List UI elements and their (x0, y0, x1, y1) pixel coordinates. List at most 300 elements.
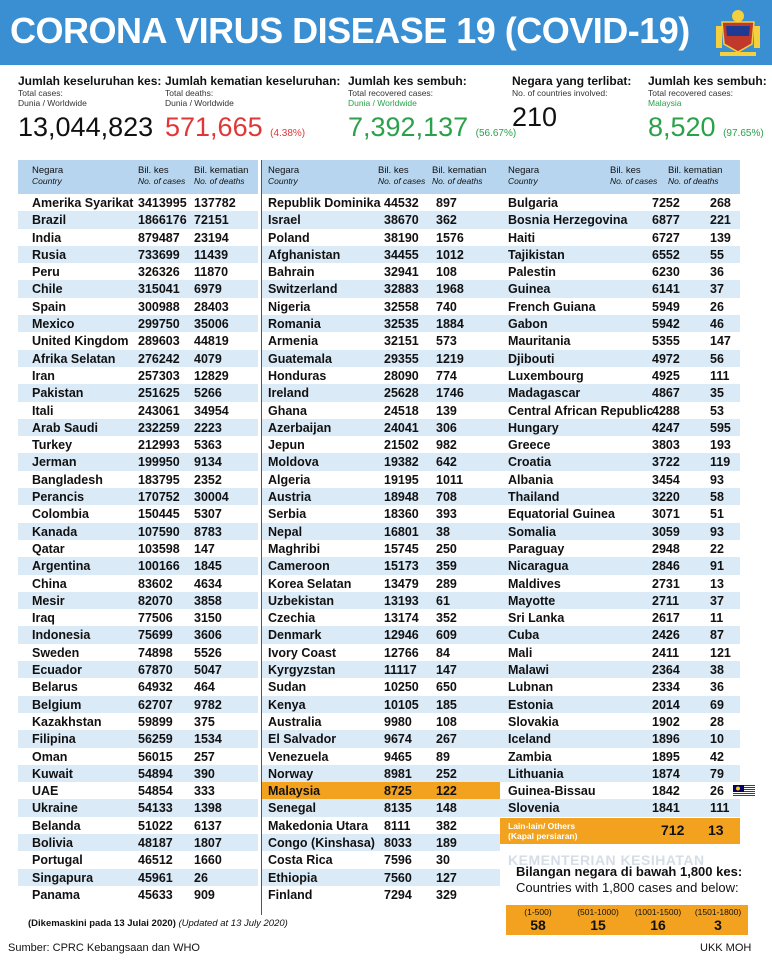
table-row (18, 298, 258, 315)
cell-deaths: 708 (436, 490, 457, 505)
cell-cases: 2948 (652, 541, 680, 556)
cell-name: Honduras (268, 368, 327, 383)
cell-deaths: 22 (710, 541, 724, 556)
cell-deaths: 382 (436, 818, 457, 833)
cell-deaths: 3606 (194, 628, 222, 643)
cell-cases: 3454 (652, 472, 680, 487)
country-column-1 (18, 194, 258, 903)
cell-cases: 2364 (652, 663, 680, 678)
table-row (18, 817, 258, 834)
table-row (18, 834, 258, 851)
cell-name: Poland (268, 230, 310, 245)
cell-name: Tajikistan (508, 247, 565, 262)
table-row (18, 471, 258, 488)
table-row (262, 851, 500, 868)
cell-cases: 100166 (138, 559, 180, 574)
cell-name: Guatemala (268, 351, 332, 366)
table-row (262, 436, 500, 453)
cell-cases: 32151 (384, 334, 419, 349)
cell-name: French Guiana (508, 299, 596, 314)
cell-name: Palestin (508, 265, 556, 280)
cell-name: Gabon (508, 317, 548, 332)
table-row (18, 194, 258, 211)
cell-cases: 32941 (384, 265, 419, 280)
cell-cases: 289603 (138, 334, 180, 349)
cell-cases: 251625 (138, 386, 180, 401)
cell-name: Guinea-Bissau (508, 784, 596, 799)
cell-deaths: 26 (710, 299, 724, 314)
table-row (262, 592, 500, 609)
cell-cases: 11117 (384, 663, 417, 678)
cell-deaths: 909 (194, 887, 215, 902)
summary-stats (0, 74, 772, 154)
cell-name: Iceland (508, 732, 552, 747)
table-row (500, 505, 740, 522)
table-row (500, 748, 740, 765)
cell-cases: 51022 (138, 818, 173, 833)
cell-cases: 2334 (652, 680, 680, 695)
table-row (500, 246, 740, 263)
cell-name: El Salvador (268, 732, 337, 747)
cell-name: Sri Lanka (508, 611, 565, 626)
table-row (18, 505, 258, 522)
cell-name: Colombia (32, 507, 89, 522)
table-row (262, 817, 500, 834)
cell-name: Kazakhstan (32, 714, 102, 729)
cell-deaths: 185 (436, 697, 457, 712)
cell-cases: 150445 (138, 507, 180, 522)
table-row (500, 626, 740, 643)
cell-cases: 1842 (652, 784, 680, 799)
cell-name: Thailand (508, 490, 560, 505)
cell-cases: 1866176 (138, 213, 187, 228)
title-banner (0, 0, 772, 65)
table-row (262, 315, 500, 332)
cell-deaths: 250 (436, 541, 457, 556)
cell-cases: 107590 (138, 524, 180, 539)
stat-recovered-malaysia: Jumlah kes sembuh: Total recovered cases: Malaysia 8,520 (97.65%) (648, 74, 767, 142)
cell-cases: 5355 (652, 334, 680, 349)
cell-name: Greece (508, 438, 551, 453)
cell-name: Senegal (268, 801, 316, 816)
table-row (262, 453, 500, 470)
cell-cases: 3059 (652, 524, 680, 539)
cell-name: Kenya (268, 697, 306, 712)
cell-name: Ghana (268, 403, 307, 418)
cell-name: Mali (508, 645, 533, 660)
table-row (262, 523, 500, 540)
cell-name: Belanda (32, 818, 81, 833)
cell-cases: 38670 (384, 213, 419, 228)
cell-deaths: 119 (710, 455, 731, 470)
ministry-watermark: KEMENTERIAN KESIHATAN (508, 852, 705, 868)
cell-name: Singapura (32, 870, 94, 885)
table-row (500, 211, 740, 228)
cell-cases: 4288 (652, 403, 680, 418)
cell-cases: 3722 (652, 455, 680, 470)
table-row (18, 730, 258, 747)
cell-name: Ireland (268, 386, 309, 401)
cell-cases: 28090 (384, 368, 419, 383)
cell-cases: 46512 (138, 853, 173, 868)
table-row (262, 713, 500, 730)
cell-name: Perancis (32, 490, 85, 505)
cell-name: Portugal (32, 853, 83, 868)
cell-deaths: 37 (710, 282, 724, 297)
cell-cases: 25628 (384, 386, 419, 401)
table-row (262, 505, 500, 522)
cell-name: Equatorial Guinea (508, 507, 615, 522)
cell-name: Amerika Syarikat (32, 196, 134, 210)
cell-cases: 13479 (384, 576, 419, 591)
cell-name: Serbia (268, 507, 307, 522)
cell-cases: 315041 (138, 282, 180, 297)
cell-name: Albania (508, 472, 554, 487)
table-row (18, 488, 258, 505)
stat-total-deaths: Jumlah kematian keseluruhan: Total deaths: Dunia / Worldwide 571,665 (4.38%) (165, 74, 341, 142)
cell-name: Arab Saudi (32, 420, 98, 435)
cell-cases: 212993 (138, 438, 180, 453)
cell-cases: 82070 (138, 593, 173, 608)
cell-deaths: 148 (436, 801, 457, 816)
cell-name: Croatia (508, 455, 552, 470)
cell-deaths: 30004 (194, 490, 229, 505)
table-row (18, 436, 258, 453)
cell-deaths: 91 (710, 559, 724, 574)
cell-name: Zambia (508, 749, 552, 764)
cell-deaths: 1011 (436, 472, 464, 487)
cell-cases: 13174 (384, 611, 419, 626)
cell-name: Djibouti (508, 351, 555, 366)
cell-name: Algeria (268, 472, 311, 487)
page-title: CORONA VIRUS DISEASE 19 (COVID-19) (10, 10, 690, 51)
table-row (500, 298, 740, 315)
cell-cases: 32558 (384, 299, 419, 314)
table-row (18, 246, 258, 263)
cell-name: Iraq (32, 611, 55, 626)
table-row (18, 523, 258, 540)
cell-name: Sweden (32, 645, 80, 660)
table-row (500, 419, 740, 436)
cell-deaths: 139 (710, 230, 731, 245)
cell-cases: 15173 (384, 559, 419, 574)
cell-deaths: 28 (710, 714, 724, 729)
cell-name: Australia (268, 714, 322, 729)
table-row (500, 229, 740, 246)
table-row (18, 869, 258, 886)
table-row (500, 592, 740, 609)
cell-cases: 4972 (652, 351, 680, 366)
source-note: Sumber: CPRC Kebangsaan dan WHO (8, 942, 200, 954)
cell-name: Panama (32, 887, 80, 902)
cell-cases: 6877 (652, 213, 680, 228)
bin: (501-1000) 15 (577, 907, 619, 933)
table-row (262, 575, 500, 592)
cell-name: Sudan (268, 680, 307, 695)
table-row (500, 678, 740, 695)
table-row (500, 696, 740, 713)
stat-value: 13,044,823 (18, 112, 154, 142)
bin: (1-500) 58 (524, 907, 552, 933)
table-row (18, 350, 258, 367)
cell-cases: 12946 (384, 628, 419, 643)
cell-cases: 257303 (138, 368, 180, 383)
table-row (500, 765, 740, 782)
cell-cases: 299750 (138, 317, 180, 332)
cell-cases: 13193 (384, 593, 419, 608)
cell-name: Mesir (32, 593, 65, 608)
table-row (500, 609, 740, 626)
cell-deaths: 390 (194, 766, 215, 781)
cell-name: Hungary (508, 420, 559, 435)
cell-deaths: 393 (436, 507, 457, 522)
cell-name: Cameroon (268, 559, 330, 574)
table-row (18, 453, 258, 470)
table-row (18, 575, 258, 592)
country-column-3 (500, 194, 740, 817)
cell-deaths: 10 (710, 732, 724, 747)
table-row (500, 315, 740, 332)
table-row (500, 799, 740, 816)
cell-name: Costa Rica (268, 853, 333, 868)
table-row (262, 869, 500, 886)
cell-name: China (32, 576, 67, 591)
cell-deaths: 84 (436, 645, 450, 660)
cell-name: Mauritania (508, 334, 571, 349)
cell-deaths: 1012 (436, 247, 464, 262)
cell-name: Argentina (32, 559, 91, 574)
table-row (500, 661, 740, 678)
cell-deaths: 93 (710, 472, 724, 487)
table-row (18, 851, 258, 868)
table-row (18, 402, 258, 419)
cell-name: Madagascar (508, 386, 581, 401)
cell-cases: 733699 (138, 247, 180, 262)
table-row (500, 402, 740, 419)
cell-cases: 48187 (138, 835, 173, 850)
cell-deaths: 982 (436, 438, 457, 453)
cell-name: Bulgaria (508, 196, 559, 210)
cell-deaths: 72151 (194, 213, 229, 228)
cell-cases: 2711 (652, 593, 680, 608)
cell-deaths: 11 (710, 611, 724, 626)
cell-cases: 77506 (138, 611, 173, 626)
cell-deaths: 89 (436, 749, 450, 764)
table-row (262, 194, 500, 211)
cell-cases: 59899 (138, 714, 173, 729)
cell-deaths: 147 (436, 663, 457, 678)
cell-deaths: 1746 (436, 386, 464, 401)
cell-deaths: 23194 (194, 230, 229, 245)
cell-deaths: 6979 (194, 282, 222, 297)
cell-deaths: 268 (710, 196, 731, 210)
cell-deaths: 897 (436, 196, 457, 210)
cell-name: Korea Selatan (268, 576, 352, 591)
cell-cases: 300988 (138, 299, 180, 314)
cell-cases: 243061 (138, 403, 180, 418)
cell-cases: 83602 (138, 576, 173, 591)
table-row-malaysia (262, 782, 500, 799)
cell-deaths: 37 (710, 593, 724, 608)
under-threshold-subtitle: Countries with 1,800 cases and below: (516, 880, 739, 895)
cell-cases: 2617 (652, 611, 680, 626)
cell-name: Bahrain (268, 265, 315, 280)
table-row (262, 488, 500, 505)
table-row (262, 229, 500, 246)
cell-cases: 64932 (138, 680, 173, 695)
cell-name: Finland (268, 887, 313, 902)
table-row (18, 367, 258, 384)
updated-note: (Dikemaskini pada 13 Julai 2020) (Updated at 13 July 2020) (28, 918, 288, 929)
table-row (18, 419, 258, 436)
table-row (18, 540, 258, 557)
cell-name: Rusia (32, 247, 67, 262)
cell-name: Venezuela (268, 749, 329, 764)
cell-cases: 2014 (652, 697, 680, 712)
cell-deaths: 1534 (194, 732, 222, 747)
cell-deaths: 36 (710, 265, 724, 280)
cell-cases: 6230 (652, 265, 680, 280)
cell-cases: 8111 (384, 818, 411, 833)
table-row (262, 402, 500, 419)
cell-name: Ivory Coast (268, 645, 337, 660)
cell-cases: 8725 (384, 784, 412, 799)
table-row (262, 748, 500, 765)
cell-name: Central African Republic (508, 403, 654, 418)
cell-deaths: 6137 (194, 818, 222, 833)
cell-cases: 10105 (384, 697, 419, 712)
cell-deaths: 5266 (194, 386, 222, 401)
cell-cases: 6727 (652, 230, 680, 245)
cell-deaths: 12829 (194, 368, 229, 383)
cell-name: India (32, 230, 62, 245)
cell-name: Nepal (268, 524, 303, 539)
cell-cases: 54894 (138, 766, 173, 781)
cell-cases: 24041 (384, 420, 419, 435)
table-header-1: Negara Country Bil. kes No. of cases Bil. kematian No. of deaths (18, 160, 258, 194)
table-row (262, 730, 500, 747)
table-row (18, 315, 258, 332)
cell-deaths: 1845 (194, 559, 222, 574)
table-row (262, 367, 500, 384)
cell-deaths: 9134 (194, 455, 222, 470)
cell-deaths: 35006 (194, 317, 229, 332)
cell-name: Kyrgyzstan (268, 663, 336, 678)
cell-name: Denmark (268, 628, 322, 643)
cell-cases: 6552 (652, 247, 680, 262)
cell-deaths: 1660 (194, 853, 222, 868)
cell-name: Peru (32, 265, 60, 280)
cell-name: Pakistan (32, 386, 84, 401)
cell-deaths: 5526 (194, 645, 222, 660)
cell-cases: 2411 (652, 645, 680, 660)
cell-cases: 5949 (652, 299, 680, 314)
cell-deaths: 289 (436, 576, 457, 591)
cell-name: Ecuador (32, 663, 83, 678)
cell-name: Armenia (268, 334, 319, 349)
table-row (18, 211, 258, 228)
cell-deaths: 121 (710, 645, 731, 660)
table-row (18, 765, 258, 782)
cell-deaths: 359 (436, 559, 457, 574)
table-row (500, 263, 740, 280)
table-row (262, 696, 500, 713)
table-row (18, 626, 258, 643)
table-row (262, 609, 500, 626)
cell-deaths: 193 (710, 438, 731, 453)
cell-cases: 2846 (652, 559, 680, 574)
cell-deaths: 3858 (194, 593, 222, 608)
cell-name: United Kingdom (32, 334, 129, 349)
cell-deaths: 2352 (194, 472, 222, 487)
table-row (18, 557, 258, 574)
cell-name: Makedonia Utara (268, 818, 369, 833)
table-row (18, 886, 258, 903)
cell-deaths: 9782 (194, 697, 222, 712)
table-row (262, 765, 500, 782)
cell-deaths: 79 (710, 766, 724, 781)
cell-name: Cuba (508, 628, 540, 643)
cell-deaths: 61 (436, 593, 450, 608)
cell-cases: 34455 (384, 247, 419, 262)
cell-deaths: 221 (710, 213, 731, 228)
table-row (262, 263, 500, 280)
cell-deaths: 609 (436, 628, 457, 643)
bin: (1001-1500) 16 (634, 907, 682, 933)
cell-deaths: 28403 (194, 299, 229, 314)
cell-name: Chile (32, 282, 63, 297)
cell-cases: 3071 (652, 507, 680, 522)
country-column-2 (262, 194, 500, 903)
cell-cases: 16801 (384, 524, 419, 539)
table-row (262, 332, 500, 349)
cell-deaths: 329 (436, 887, 457, 902)
cell-deaths: 5363 (194, 438, 222, 453)
table-row (18, 229, 258, 246)
table-row (262, 471, 500, 488)
cell-cases: 45633 (138, 887, 173, 902)
case-bins (506, 905, 748, 935)
cell-deaths: 642 (436, 455, 457, 470)
cell-name: Moldova (268, 455, 319, 470)
table-header-2: Negara Country Bil. kes No. of cases Bil. kematian No. of deaths (262, 160, 500, 194)
table-row (500, 575, 740, 592)
cell-name: Bangladesh (32, 472, 103, 487)
cell-name: Indonesia (32, 628, 91, 643)
cell-deaths: 147 (194, 541, 215, 556)
cell-cases: 75699 (138, 628, 173, 643)
cell-deaths: 4079 (194, 351, 222, 366)
cell-cases: 24518 (384, 403, 419, 418)
cell-name: Guinea (508, 282, 551, 297)
cell-deaths: 137782 (194, 196, 236, 210)
cell-cases: 183795 (138, 472, 180, 487)
cell-cases: 10250 (384, 680, 419, 695)
table-row (18, 263, 258, 280)
cell-deaths: 34954 (194, 403, 229, 418)
cell-deaths: 11870 (194, 265, 229, 280)
cell-name: Nicaragua (508, 559, 569, 574)
cell-deaths: 139 (436, 403, 457, 418)
cell-cases: 7294 (384, 887, 412, 902)
cell-cases: 19195 (384, 472, 419, 487)
cell-name: Paraguay (508, 541, 565, 556)
cell-deaths: 111 (710, 801, 730, 816)
cell-deaths: 5047 (194, 663, 222, 678)
stat-value: 7,392,137 (56.67%) (348, 112, 517, 142)
cell-name: Maghribi (268, 541, 321, 556)
cell-cases: 1902 (652, 714, 680, 729)
